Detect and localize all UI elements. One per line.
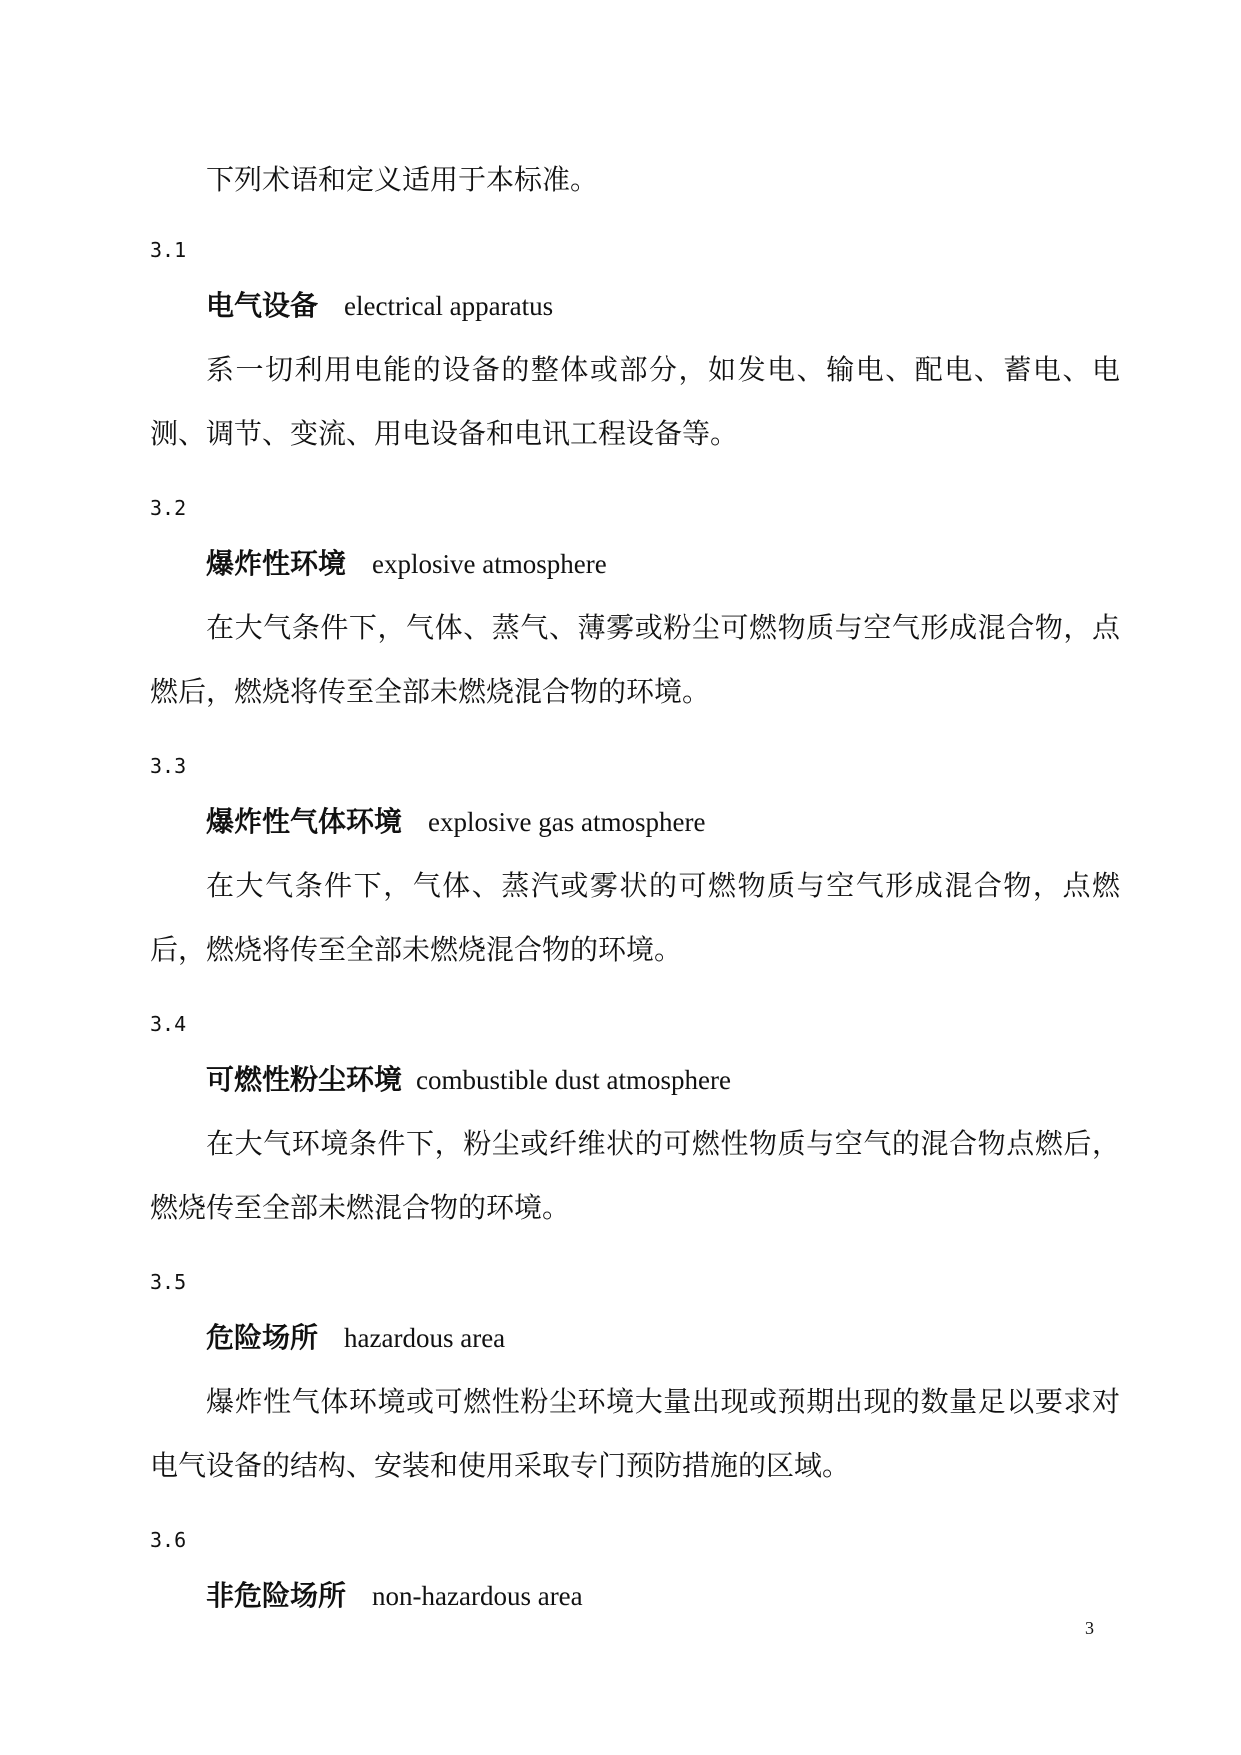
term-chinese: 爆炸性气体环境 [206, 805, 403, 838]
term-heading [206, 286, 553, 326]
intro-paragraph: 下列术语和定义适用于本标准。 [206, 163, 599, 196]
page-number: 3 [1085, 1618, 1094, 1638]
term-heading [206, 1060, 731, 1100]
term-english: combustible dust atmosphere [416, 1065, 731, 1095]
term-english: hazardous area [344, 1323, 506, 1353]
section-number: 3.6 [150, 1528, 187, 1552]
term-english: explosive atmosphere [372, 549, 607, 579]
section-number: 3.4 [150, 1012, 187, 1036]
term-chinese: 可燃性粉尘环境 [206, 1063, 403, 1096]
section-number: 3.2 [150, 496, 187, 520]
term-heading [206, 1576, 583, 1616]
term-heading [206, 802, 705, 842]
section-number: 3.5 [150, 1270, 187, 1294]
term-chinese: 危险场所 [206, 1321, 319, 1354]
term-definition: 在大气条件下，气体、蒸汽或雾状的可燃物质与空气形成混合物，点燃后，燃烧将传至全部未燃烧混合物的环境。 [150, 869, 1120, 966]
term-definition: 系一切利用电能的设备的整体或部分，如发电、输电、配电、蓄电、电测、调节、变流、用电设备和电讯工程设备等。 [150, 353, 1120, 450]
term-english: electrical apparatus [344, 291, 554, 321]
term-definition: 在大气环境条件下，粉尘或纤维状的可燃性物质与空气的混合物点燃后，燃烧传至全部未燃混合物的环境。 [150, 1127, 1120, 1224]
term-english: non-hazardous area [372, 1581, 583, 1611]
term-english: explosive gas atmosphere [428, 807, 706, 837]
term-heading [206, 1318, 505, 1358]
term-chinese: 电气设备 [206, 289, 319, 322]
section-number: 3.1 [150, 238, 187, 262]
term-definition: 爆炸性气体环境或可燃性粉尘环境大量出现或预期出现的数量足以要求对电气设备的结构、安装和使用采取专门预防措施的区域。 [150, 1385, 1120, 1482]
section-number: 3.3 [150, 754, 187, 778]
term-chinese: 爆炸性环境 [206, 547, 347, 580]
term-definition: 在大气条件下，气体、蒸气、薄雾或粉尘可燃物质与空气形成混合物，点燃后，燃烧将传至全部未燃烧混合物的环境。 [150, 611, 1120, 708]
term-chinese: 非危险场所 [206, 1579, 347, 1612]
term-heading [206, 544, 607, 584]
